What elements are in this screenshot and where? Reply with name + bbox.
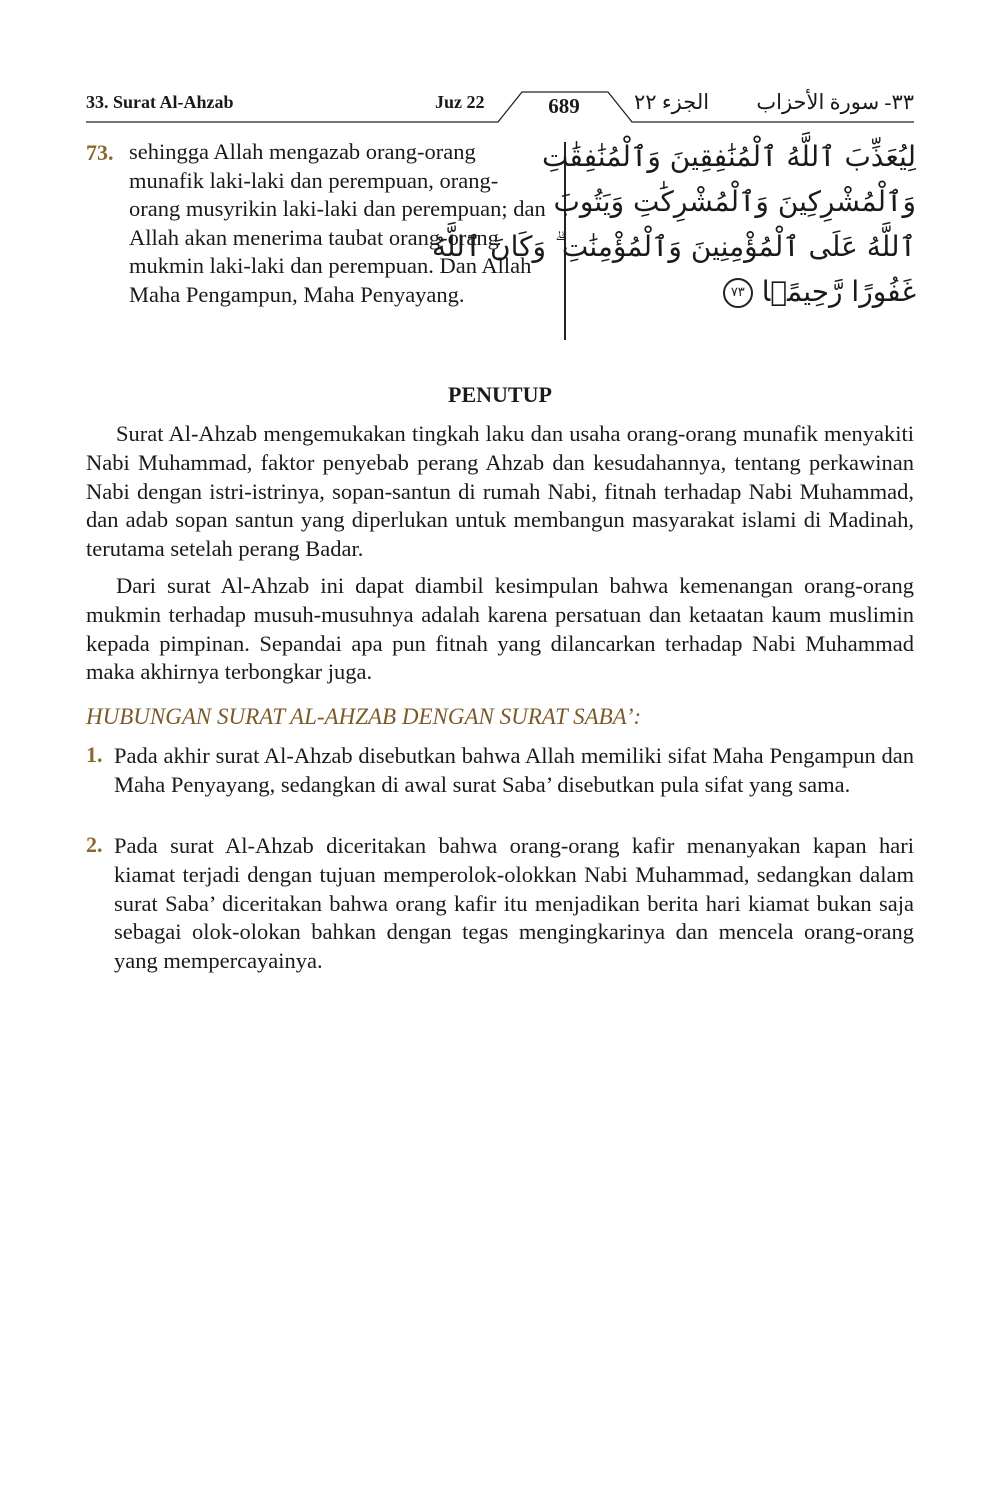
list-item-text: Pada surat Al-Ahzab diceritakan bahwa orang-orang kafir menanyakan kapan hari kiamat terjadi dengan tujuan memperolok-olokkan Nabi Muhammad, sedangkan dalam surat Saba’ diceritakan bahwa orang kafir itu menjadikan berita hari kiamat bukan saja sebagai olok-olokan bahkan dengan tegas mengingkarinya dan mencela orang-orang yang mempercayainya. — [114, 833, 914, 974]
juz-label-latin: Juz 22 — [435, 92, 485, 112]
verse-arabic — [431, 134, 916, 314]
closing-title: PENUTUP — [448, 382, 552, 407]
arabic-line: ٱللَّهُ عَلَى ٱلْمُؤْمِنِينَ وَٱلْمُؤْمِنَٰتِ ۗ وَكَانَ ٱللَّهُ — [431, 230, 916, 263]
verse-translation: sehingga Allah mengazab orang-orang munafik laki-laki dan perempuan, orang-orang musyrikin laki-laki dan perempuan; dan Allah akan menerima taubat orang-orang mukmin laki-laki dan perempuan. Dan Allah Maha Pengampun, Maha Penyayang. — [129, 139, 546, 307]
arabic-line: وَٱلْمُشْرِكِينَ وَٱلْمُشْرِكَٰتِ وَيَتُوبَ — [553, 185, 916, 218]
closing-paragraph-2: Dari surat Al-Ahzab ini dapat diambil kesimpulan bahwa kemenangan orang-orang mukmin terhadap musuh-musuhnya adalah karena persatuan dan ketaatan kaum muslimin kepada pimpinan. Sepandai apa pun fitnah yang dilancarkan terhadap Nabi Muhammad maka akhirnya terbongkar juga. — [86, 573, 914, 685]
page-number: 689 — [548, 94, 580, 118]
page-header — [86, 88, 914, 124]
list-item-number: 2. — [86, 832, 103, 857]
list-item-number: 1. — [86, 742, 103, 767]
ayah-marker: ٧٣ — [723, 278, 753, 308]
closing-paragraph-1: Surat Al-Ahzab mengemukakan tingkah laku dan usaha orang-orang munafik menyakiti Nabi Muhammad, faktor penyebab perang Ahzab dan kesudahannya, tentang perkawinan Nabi dengan istri-istrinya, sopan-santun di rumah Nabi, fitnah terhadap Nabi Muhammad, dan adab sopan santun yang diperlukan untuk membangun masyarakat islami di Madinah, terutama setelah perang Badar. — [86, 421, 914, 562]
surah-name-latin: 33. Surat Al-Ahzab — [86, 92, 234, 112]
list-item-text: Pada akhir surat Al-Ahzab disebutkan bahwa Allah memiliki sifat Maha Pengampun dan Maha Penyayang, sedangkan di awal surat Saba’ disebutkan pula sifat yang sama. — [114, 743, 914, 797]
arabic-line: غَفُورًا رَّحِيمًۢا — [761, 275, 916, 308]
relation-title: HUBUNGAN SURAT AL-AHZAB DENGAN SURAT SABA’: — [86, 704, 642, 729]
verse-number: 73. — [86, 140, 114, 165]
arabic-line: لِيُعَذِّبَ ٱللَّهُ ٱلْمُنَٰفِقِينَ وَٱلْمُنَٰفِقَٰتِ — [541, 140, 916, 173]
arabic-line-last — [578, 269, 916, 314]
surah-name-arabic: ٣٣- سورة الأحزاب — [756, 90, 914, 114]
juz-label-arabic: الجزء ٢٢ — [634, 90, 710, 114]
